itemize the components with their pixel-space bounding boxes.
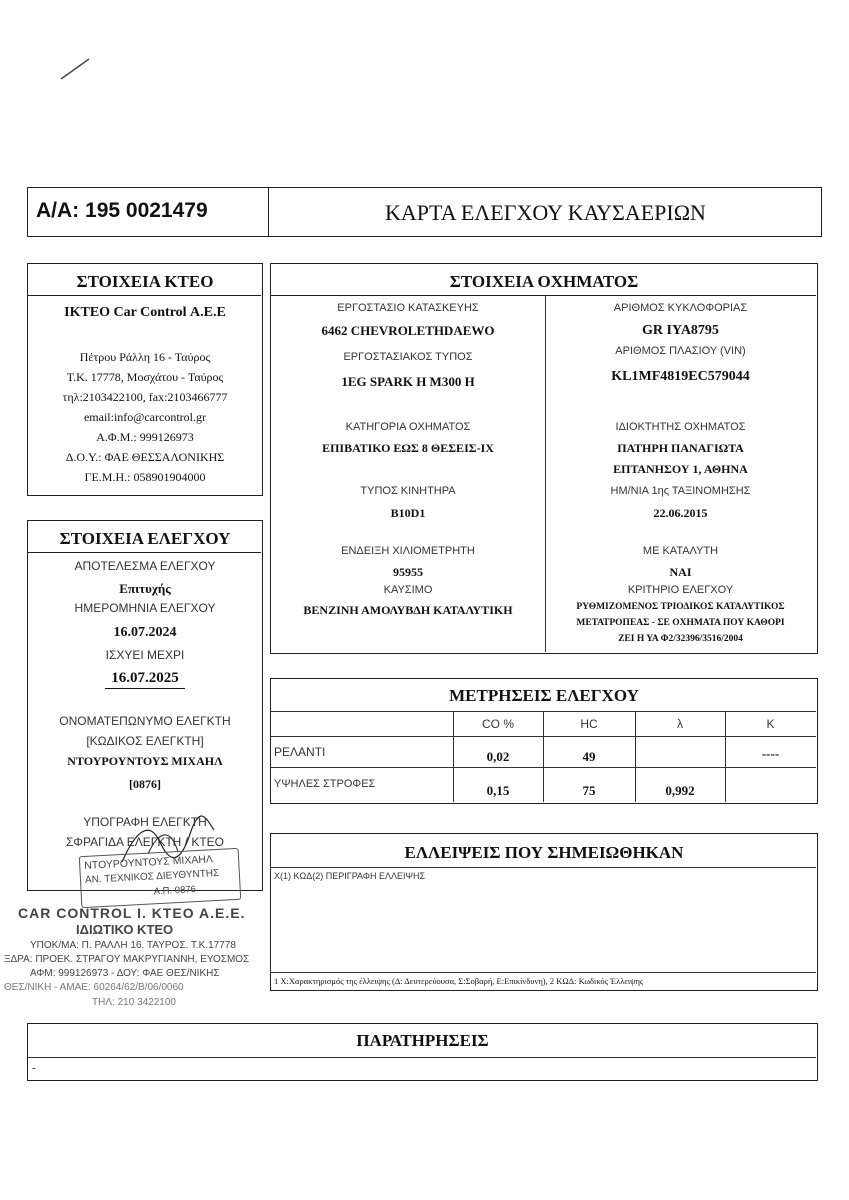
- remarks-box: [27, 1023, 818, 1081]
- col-header-k: K: [766, 717, 775, 731]
- row-idle-co: 0,02: [486, 749, 510, 764]
- measurements-box: [270, 678, 818, 804]
- kteo-address-line1: Πέτρου Ράλλη 16 - Ταύρος: [79, 350, 211, 364]
- row-high-rpm-co: 0,15: [486, 783, 510, 798]
- criterion-line3: ΖΕΙ Η ΥΑ Φ2/32396/3516/2004: [618, 634, 743, 644]
- criterion-line2: ΜΕΤΑΤΡΟΠΕΑΣ - ΣΕ ΟΧΗΜΑΤΑ ΠΟΥ ΚΑΘΟΡΙ: [576, 618, 785, 628]
- defects-title: ΕΛΛΕΙΨΕΙΣ ΠΟΥ ΣΗΜΕΙΩΘΗΚΑΝ: [404, 843, 684, 862]
- kteo-details-box: [27, 263, 263, 496]
- inspector-stamp-line3: Α.Π. 0876: [153, 884, 197, 898]
- kteo-phone: τηλ:2103422100, fax:2103466777: [62, 390, 228, 404]
- fuel-label: ΚΑΥΣΙΜΟ: [383, 584, 433, 596]
- engine-type-value: B10D1: [390, 506, 426, 520]
- defects-header: Χ(1) ΚΩΔ(2) ΠΕΡΙΓΡΑΦΗ ΕΛΛΕΙΨΗΣ: [274, 871, 426, 881]
- inspection-details-title: ΣΤΟΙΧΕΙΑ ΕΛΕΓΧΟΥ: [59, 529, 231, 548]
- kteo-afm: Α.Φ.Μ.: 999126973: [96, 430, 194, 444]
- record-number: [36, 199, 208, 223]
- inspector-code-label: [ΚΩΔΙΚΟΣ ΕΛΕΓΚΤΗ]: [86, 734, 204, 748]
- vin-label: ΑΡΙΘΜΟΣ ΠΛΑΣΙΟΥ (VIN): [615, 345, 746, 357]
- kteo-address-line2: Τ.Κ. 17778, Μοσχάτου - Ταύρος: [66, 370, 224, 384]
- kteo-email: email:info@carcontrol.gr: [83, 410, 206, 424]
- valid-until-label: ΙΣΧΥΕΙ ΜΕΧΡΙ: [105, 648, 185, 662]
- fuel-value: ΒΕΝΖΙΝΗ ΑΜΟΛΥΒΔΗ ΚΑΤΑΛΥΤΙΚΗ: [303, 603, 513, 617]
- owner-address: ΕΠΤΑΝΗΣΟΥ 1, ΑΘΗΝΑ: [613, 462, 748, 476]
- manufacturer-label: ΕΡΓΟΣΤΑΣΙΟ ΚΑΤΑΣΚΕΥΗΣ: [337, 302, 479, 314]
- company-stamp-line6: ΘΕΣ/ΝΙΚΗ - ΑΜΑΕ: 60264/62/Β/06/0060: [4, 982, 184, 993]
- criterion-label: ΚΡΙΤΗΡΙΟ ΕΛΕΓΧΟΥ: [627, 584, 734, 596]
- row-high-rpm-lambda: 0,992: [665, 783, 695, 798]
- criterion-line1: ΡΥΘΜΙΖΟΜΕΝΟΣ ΤΡΙΟΔΙΚΟΣ ΚΑΤΑΛΥΤΙΚΟΣ: [576, 602, 785, 612]
- catalyst-value: ΝΑΙ: [669, 565, 692, 579]
- result-value: Επιτυχής: [119, 581, 171, 596]
- valid-until-row: [28, 669, 262, 689]
- odometer-label: ΕΝΔΕΙΞΗ ΧΙΛΙΟΜΕΤΡΗΤΗ: [341, 545, 475, 557]
- vin-value: KL1MF4819EC579044: [611, 369, 750, 384]
- kteo-gemi: ΓΕ.Μ.Η.: 058901904000: [84, 470, 206, 484]
- company-stamp: [0, 905, 290, 1017]
- registration-label: ΗΜ/ΝΙΑ 1ης ΤΑΞΙΝΟΜΗΣΗΣ: [610, 485, 751, 497]
- result-label: ΑΠΟΤΕΛΕΣΜΑ ΕΛΕΓΧΟΥ: [74, 559, 216, 573]
- factory-type-value: 1EG SPARK H M300 H: [341, 374, 475, 389]
- engine-type-label: ΤΥΠΟΣ ΚΙΝΗΤΗΡΑ: [360, 485, 456, 497]
- owner-value: ΠΑΤΗΡΗ ΠΑΝΑΓΙΩΤΑ: [617, 441, 744, 455]
- vehicle-category-label: ΚΑΤΗΓΟΡΙΑ ΟΧΗΜΑΤΟΣ: [345, 421, 471, 433]
- col-header-hc: HC: [580, 717, 598, 731]
- vehicle-details-box: [270, 263, 818, 654]
- inspector-stamp-line1: ΝΤΟΥΡΟΥΝΤΟΥΣ ΜΙΧΑΗΛ: [83, 853, 214, 872]
- defects-footnote: 1 Χ:Χαρακτηρισμός της έλλειψης (Δ: Δευτερεύουσα, Σ:Σοβαρή, Ε:Επικίνδυνη), 2 ΚΩΔ: Κωδικός Έλλειψης: [274, 976, 644, 986]
- valid-until-value: 16.07.2025: [105, 670, 185, 689]
- company-stamp-line2: ΙΔΙΩΤΙΚΟ ΚΤΕΟ: [76, 922, 174, 937]
- record-number-value: 195 0021479: [85, 199, 208, 222]
- vehicle-details-title: ΣΤΟΙΧΕΙΑ ΟΧΗΜΑΤΟΣ: [449, 272, 639, 291]
- remarks-content: -: [32, 1062, 36, 1074]
- kteo-name: ΙΚΤΕΟ Car Control Α.Ε.Ε: [64, 305, 226, 320]
- row-idle-label: ΡΕΛΑΝΤΙ: [274, 745, 326, 759]
- catalyst-label: ΜΕ ΚΑΤΑΛΥΤΗ: [642, 545, 719, 557]
- owner-label: ΙΔΙΟΚΤΗΤΗΣ ΟΧΗΜΑΤΟΣ: [615, 421, 746, 433]
- row-idle-k: ----: [761, 746, 780, 761]
- odometer-value: 95955: [393, 565, 423, 579]
- row-high-rpm-hc: 75: [582, 783, 596, 798]
- vehicle-category-value: ΕΠΙΒΑΤΙΚΟ ΕΩΣ 8 ΘΕΣΕΙΣ-ΙΧ: [322, 441, 494, 455]
- measurements-title: ΜΕΤΡΗΣΕΙΣ ΕΛΕΓΧΟΥ: [449, 686, 639, 705]
- inspection-date-value: 16.07.2024: [113, 625, 177, 640]
- kteo-details-title: ΣΤΟΙΧΕΙΑ ΚΤΕΟ: [76, 272, 214, 291]
- inspector-stamp-line2: ΑΝ. ΤΕΧΝΙΚΟΣ ΔΙΕΥΘΥΝΤΗΣ: [84, 867, 220, 886]
- inspector-code-value: [0876]: [129, 777, 161, 791]
- inspector-name-label: ΟΝΟΜΑΤΕΠΩΝΥΜΟ ΕΛΕΓΚΤΗ: [59, 714, 231, 728]
- stamp-label: ΣΦΡΑΓΙΔΑ ΕΛΕΓΚΤΗ / ΚΤΕΟ: [65, 835, 225, 849]
- col-header-lambda: λ: [677, 717, 683, 731]
- pen-mark: [55, 55, 95, 85]
- defects-box: [270, 833, 818, 991]
- plate-value: GR IYA8795: [642, 323, 719, 338]
- factory-type-label: ΕΡΓΟΣΤΑΣΙΑΚΟΣ ΤΥΠΟΣ: [343, 351, 473, 363]
- remarks-title: ΠΑΡΑΤΗΡΗΣΕΙΣ: [356, 1031, 489, 1050]
- company-stamp-line5: ΑΦΜ: 999126973 - ΔΟΥ: ΦΑΕ ΘΕΣ/ΝΙΚΗΣ: [30, 968, 220, 979]
- registration-value: 22.06.2015: [653, 506, 708, 520]
- col-header-co: CO %: [481, 717, 514, 731]
- company-stamp-line3: ΥΠΟΚ/ΜΑ: Π. ΡΑΛΛΗ 16. ΤΑΥΡΟΣ. Τ.Κ.17778: [30, 940, 236, 951]
- company-stamp-line7: ΤΗΛ: 210 3422100: [92, 997, 176, 1008]
- plate-label: ΑΡΙΘΜΟΣ ΚΥΚΛΟΦΟΡΙΑΣ: [613, 302, 748, 314]
- document-title: ΚΑΡΤΑ ΕΛΕΓΧΟΥ ΚΑΥΣΑΕΡΙΩΝ: [385, 200, 706, 225]
- record-number-label: Α/Α:: [36, 199, 80, 222]
- header-box: [27, 187, 822, 237]
- company-stamp-line1: CAR CONTROL Ι. ΚΤΕΟ Α.Ε.Ε.: [18, 905, 246, 921]
- signature-label: ΥΠΟΓΡΑΦΗ ΕΛΕΓΚΤΗ: [83, 815, 207, 829]
- inspector-name-value: ΝΤΟΥΡΟΥΝΤΟΥΣ ΜΙΧΑΗΛ: [67, 754, 223, 768]
- company-stamp-line4: ΞΔΡΑ: ΠΡΟΕΚ. ΣΤΡΑΓΟΥ ΜΑΚΡΥΓΙΑΝΝΗ, ΕΥΟΣΜΟΣ: [4, 954, 250, 965]
- row-idle-hc: 49: [582, 749, 596, 764]
- inspection-date-label: ΗΜΕΡΟΜΗΝΙΑ ΕΛΕΓΧΟΥ: [74, 601, 216, 615]
- inspector-stamp: [79, 848, 242, 908]
- kteo-doy: Δ.Ο.Υ.: ΦΑΕ ΘΕΣΣΑΛΟΝΙΚΗΣ: [65, 450, 225, 464]
- manufacturer-value: 6462 CHEVROLETHDAEWO: [321, 323, 495, 338]
- row-high-rpm-label: ΥΨΗΛΕΣ ΣΤΡΟΦΕΣ: [274, 778, 376, 790]
